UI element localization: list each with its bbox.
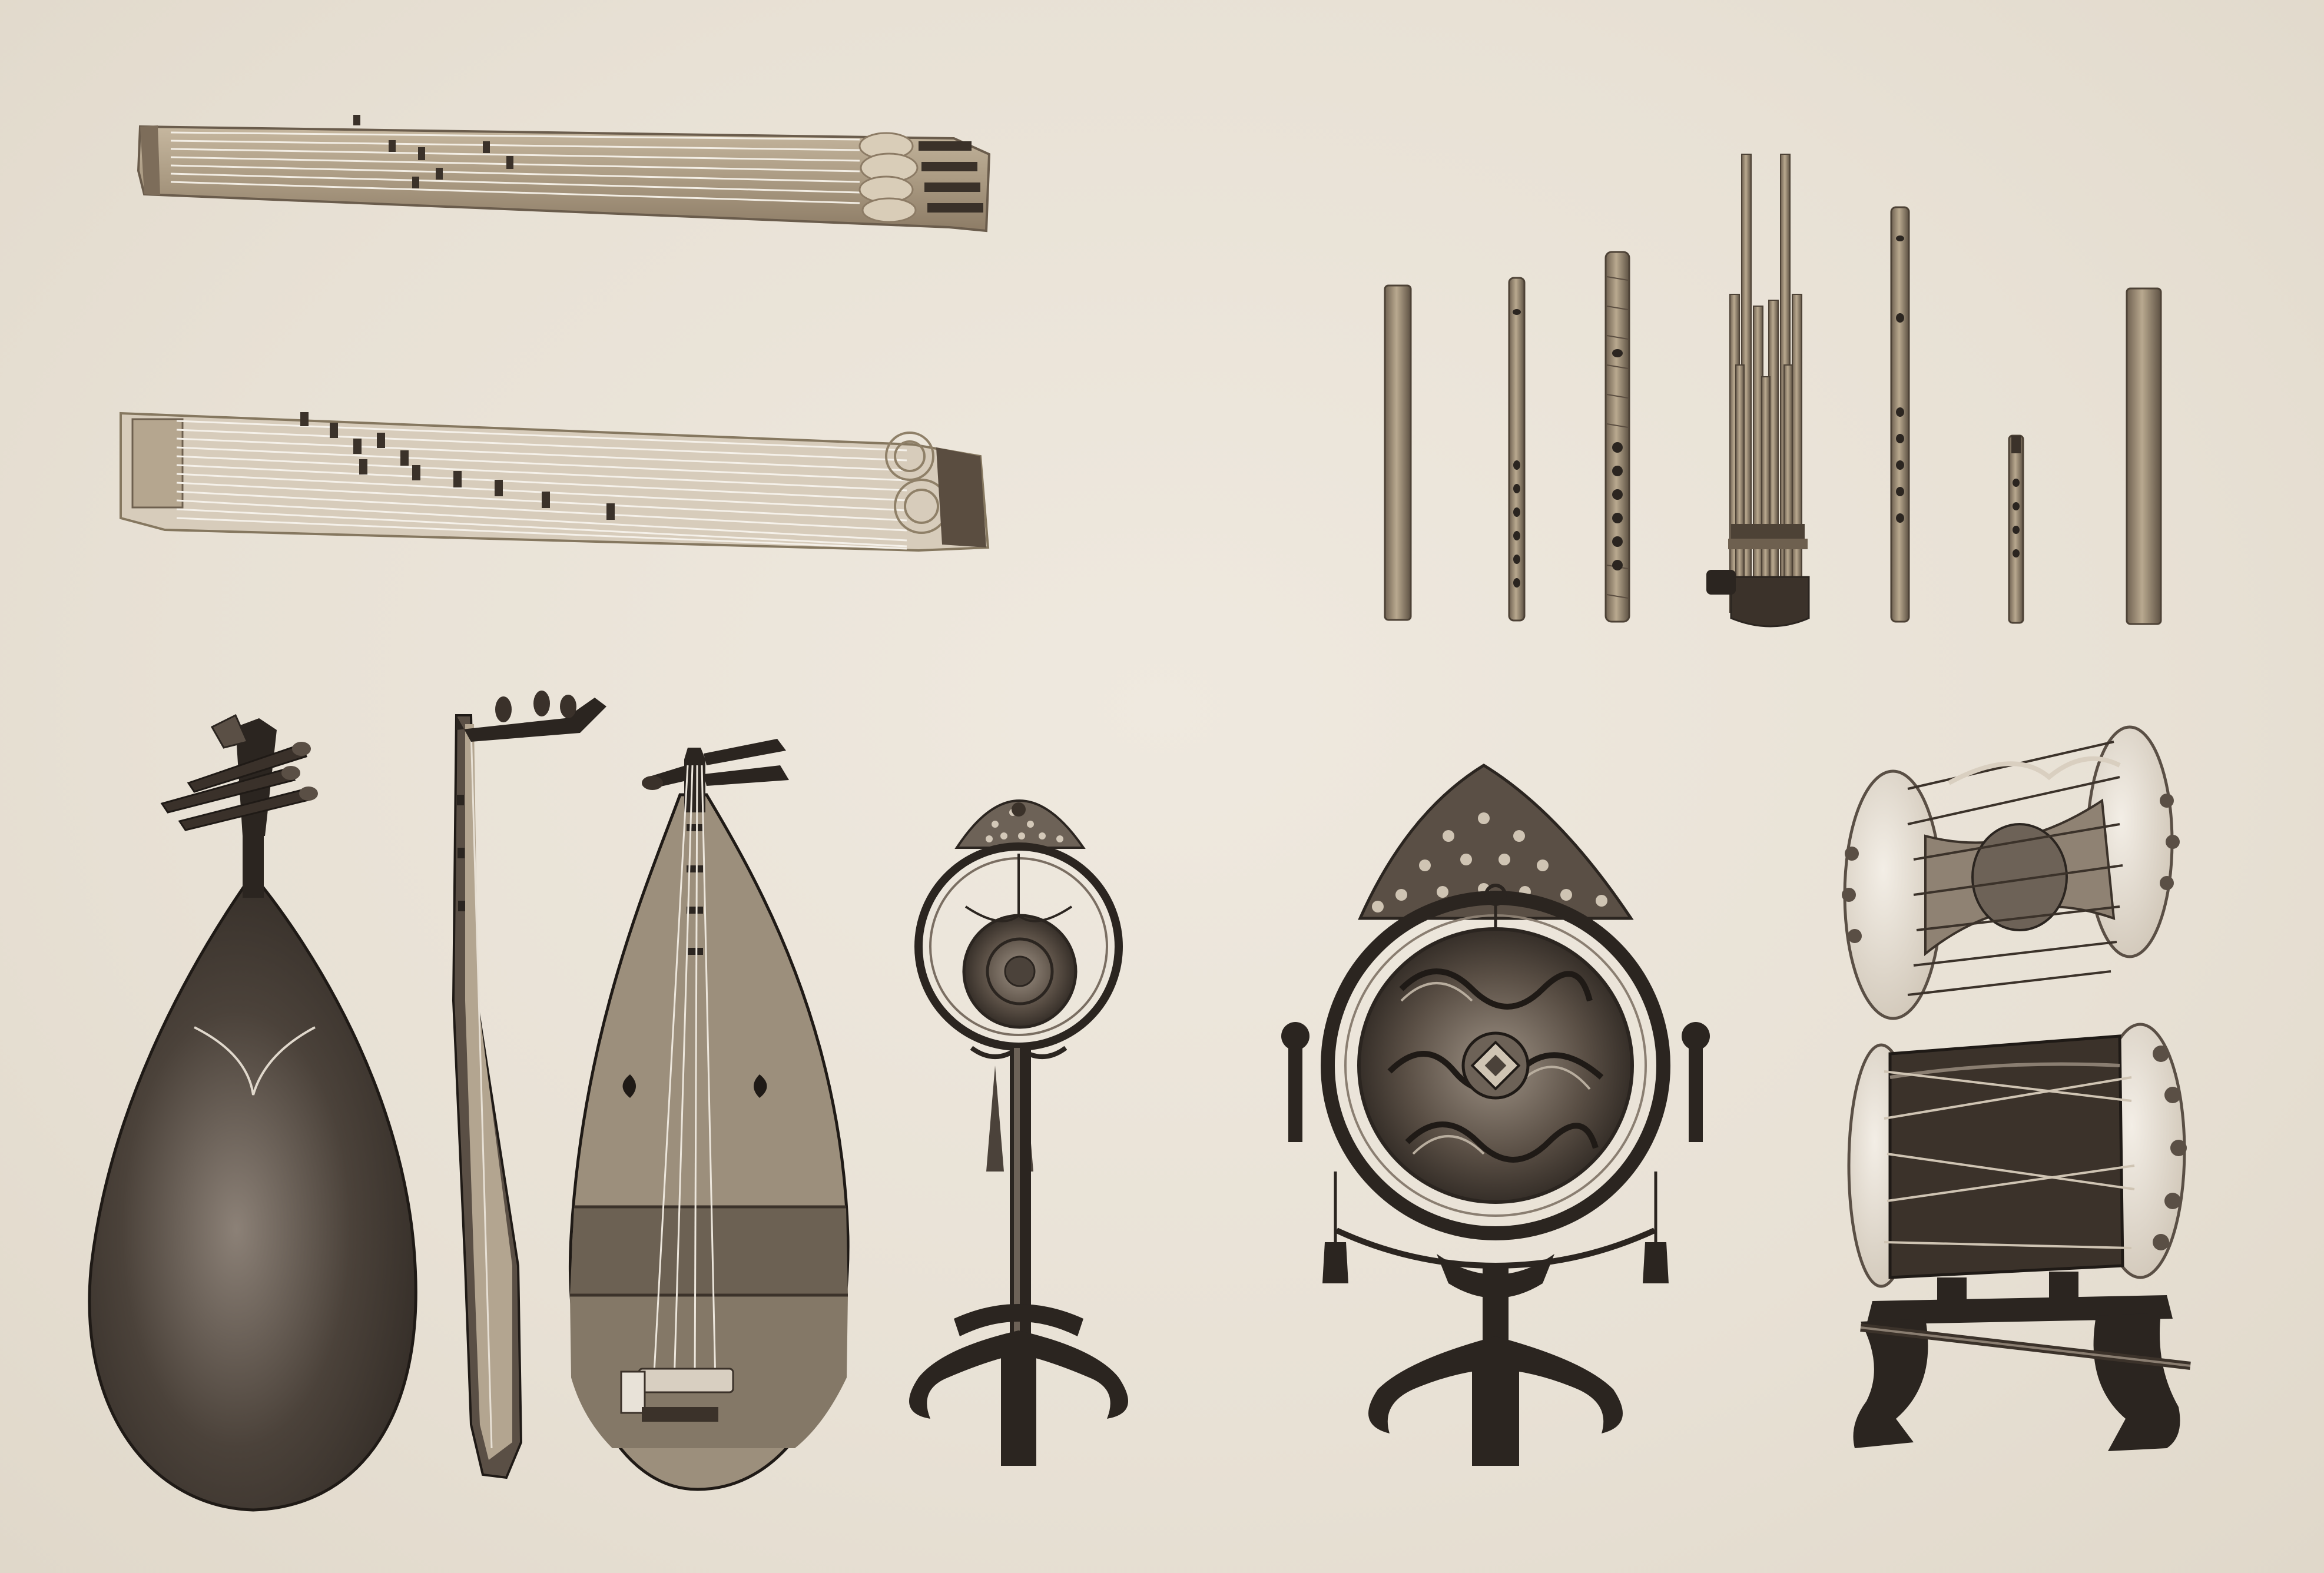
wind-instruments-row <box>1385 154 2161 626</box>
hourglass-drum <box>1842 727 2180 1018</box>
flute-right <box>1891 207 1909 622</box>
large-gong-stand <box>1281 765 1710 1466</box>
flute-ryuteki <box>1606 252 1629 622</box>
koto-zither-top <box>138 115 989 231</box>
clapper-right <box>2127 288 2161 624</box>
clapper-left <box>1385 286 1411 620</box>
small-gong-stand <box>909 801 1128 1466</box>
biwa-lute-front <box>570 739 848 1489</box>
hichiriki-small <box>2009 436 2023 623</box>
koto-zither-wide <box>121 412 988 550</box>
biwa-lute-back <box>89 715 416 1510</box>
flute-komabue <box>1509 278 1524 620</box>
barrel-drum-stand <box>1849 1024 2190 1451</box>
sho-mouth-organ <box>1706 154 1809 626</box>
